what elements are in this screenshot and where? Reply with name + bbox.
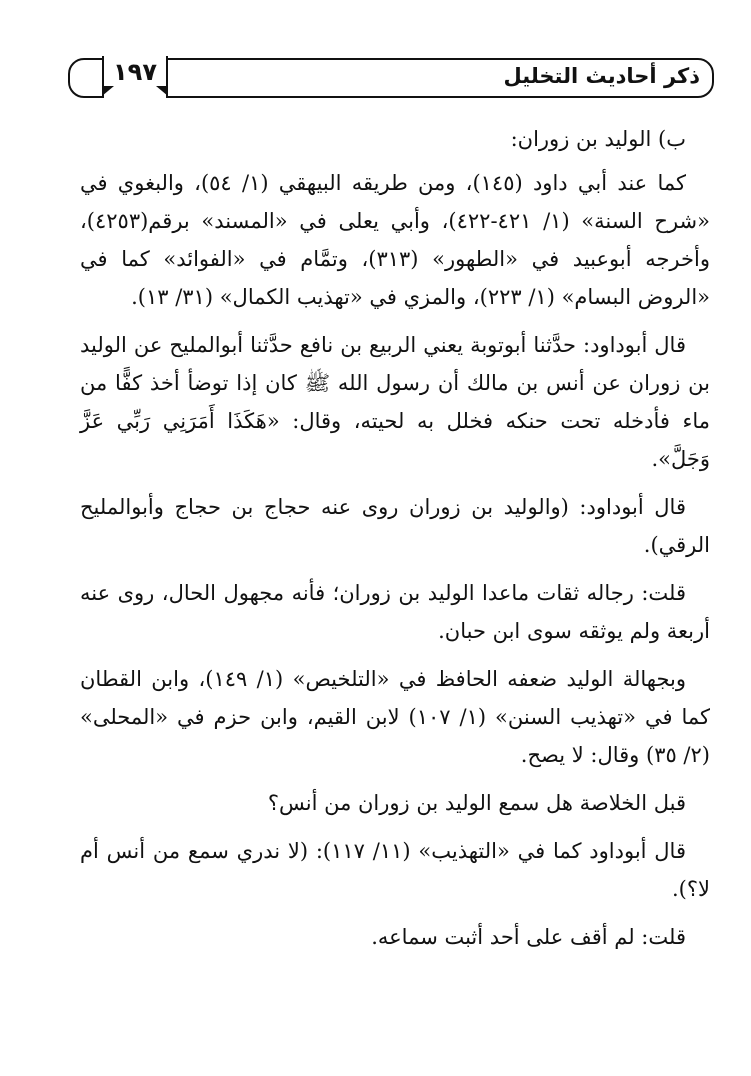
paragraph-sources: كما عند أبي داود (١٤٥)، ومن طريقه البيهقي (١/ ٥٤)، والبغوي في «شرح السنة» (١/ ٤٢١-٤٢٢)، وأبي يعلى في «المسند» برقم(٤٢٥٣)، وأخرجه أبوعبيد في «الطهور» (٣١٣)، وتمَّام في «الفوائد» كما في «الروض البسام» (١/ ٢٢٣)، والمزي في «تهذيب الكمال» (٣١/ ١٣). xyxy=(80,171,710,309)
page-tab-corner-left xyxy=(102,86,114,96)
paragraph-tahdhib: قال أبوداود كما في «التهذيب» (١١/ ١١٧): (لا ندري سمع من أنس أم لا؟). xyxy=(80,839,710,901)
paragraph-weakness: وبجهالة الوليد ضعفه الحافظ في «التلخيص» (١/ ١٤٩)، وابن القطان كما في «تهذيب السنن» (١/ ١٠٧) لابن القيم، وابن حزم في «المحلى» (٢/ ٣٥) وقال: لا يصح. xyxy=(80,667,710,767)
paragraph-narrators: قلت: رجاله ثقات ماعدا الوليد بن زوران؛ فأنه مجهول الحال، روى عنه أربعة ولم يوثقه سوى ابن حبان. xyxy=(80,581,710,643)
header-title: ذكر أحاديث التخليل xyxy=(503,64,700,88)
page-number: ١٩٧ xyxy=(113,58,157,86)
section-heading: ب) الوليد بن زوران: xyxy=(510,127,686,151)
paragraph-hadith: قال أبوداود: حدَّثنا أبوتوبة يعني الربيع بن نافع حدَّثنا أبوالمليح عن الوليد بن زوران عن أنس بن مالك أن رسول الله ﷺ كان إذا توضأ أخذ كفًّا من ماء فأدخله تحت حنكه فخلل به لحيته، وقال: «هَكَذَا أَمَرَنِي رَبِّي عَزَّ وَجَلَّ». xyxy=(80,333,710,471)
paragraph-question: قبل الخلاصة هل سمع الوليد بن زوران من أنس؟ xyxy=(267,791,686,815)
paragraph-conclusion: قلت: لم أقف على أحد أثبت سماعه. xyxy=(371,925,686,949)
paragraph-abudawud-note: قال أبوداود: (والوليد بن زوران روى عنه حجاج بن حجاج وأبوالمليح الرقي). xyxy=(80,495,710,557)
page-tab-corner-right xyxy=(156,86,168,96)
page-body xyxy=(80,120,710,966)
running-header xyxy=(68,58,714,98)
